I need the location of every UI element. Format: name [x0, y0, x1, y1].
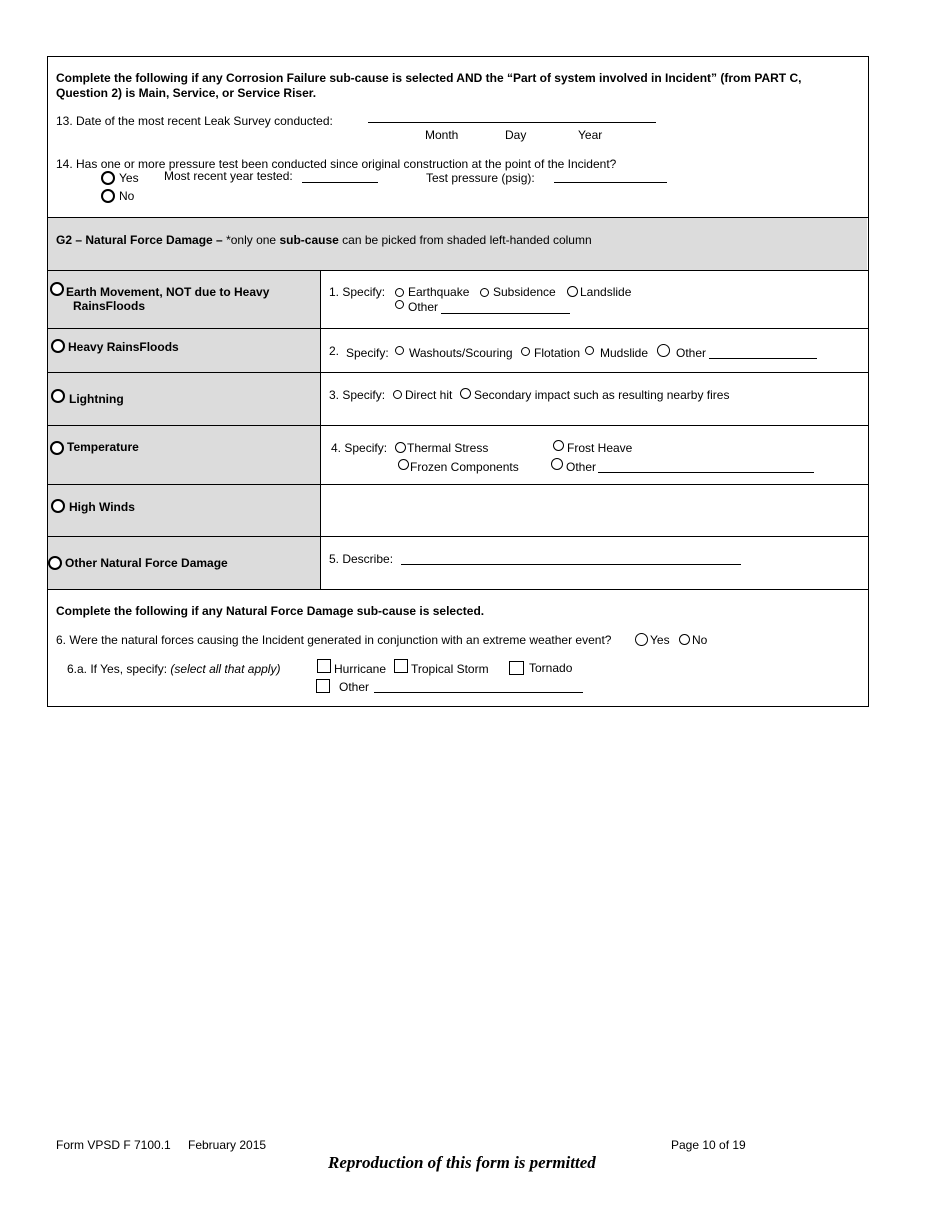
q6-yes-radio[interactable]: [635, 633, 648, 646]
heavy-rains-label: Heavy RainsFloods: [68, 340, 179, 354]
g2-heading: [56, 233, 592, 247]
form-date: February 2015: [188, 1138, 267, 1152]
left-column-shade: [48, 271, 320, 589]
mudslide-label: Mudslide: [600, 346, 649, 360]
weather-other-checkbox[interactable]: [316, 679, 330, 693]
earth-movement-label-2: RainsFloods: [73, 299, 146, 313]
landslide-label: Landslide: [580, 285, 632, 299]
divider: [47, 425, 868, 426]
tropical-storm-label: Tropical Storm: [411, 662, 489, 676]
q14-yes-radio[interactable]: [101, 171, 115, 185]
day-label: Day: [505, 128, 527, 142]
hurricane-label: Hurricane: [334, 662, 387, 676]
divider: [47, 270, 868, 271]
temperature-specify-label: 4. Specify:: [331, 441, 388, 455]
direct-hit-radio[interactable]: [393, 390, 402, 399]
month-label: Month: [425, 128, 459, 142]
tornado-label: Tornado: [529, 661, 573, 675]
earthquake-label: Earthquake: [408, 285, 470, 299]
g2-heading-title: G2 – Natural Force Damage –: [56, 233, 223, 247]
heavy-other-label: Other: [676, 346, 707, 360]
lightning-specify-label: 3. Specify:: [329, 388, 386, 402]
heavy-num: 2.: [329, 344, 340, 358]
earth-movement-label: Earth Movement, NOT due to Heavy: [66, 285, 270, 299]
q14-yes-label: Yes: [119, 171, 139, 185]
divider: [47, 589, 868, 590]
describe-label: 5. Describe:: [329, 552, 394, 566]
q6-no-radio[interactable]: [679, 634, 690, 645]
frost-heave-label: Frost Heave: [567, 441, 633, 455]
washouts-label: Washouts/Scouring: [409, 346, 513, 360]
high-winds-label: High Winds: [69, 500, 135, 514]
earth-specify-label: 1. Specify:: [329, 285, 386, 299]
secondary-impact-label: Secondary impact such as resulting nearby fires: [474, 388, 730, 402]
temperature-other-field[interactable]: [598, 472, 814, 473]
q14-label: 14. Has one or more pressure test been conducted since original construction at the point of the Incident?: [56, 157, 617, 171]
heavy-specify-label: Specify:: [346, 346, 389, 360]
corrosion-instruction: Complete the following if any Corrosion Failure sub-cause is selected AND the “Part of system involved in Incident” (from PART C,: [56, 71, 802, 85]
g2-heading-text: *only one: [222, 233, 280, 247]
natural-instruction: Complete the following if any Natural Force Damage sub-cause is selected.: [56, 604, 485, 618]
corrosion-instruction-line2: Question 2) is Main, Service, or Service Riser.: [56, 86, 317, 100]
describe-field[interactable]: [401, 564, 741, 565]
thermal-stress-label: Thermal Stress: [407, 441, 489, 455]
form-number: Form VPSD F 7100.1: [56, 1138, 171, 1152]
q13-label: 13. Date of the most recent Leak Survey conducted:: [56, 114, 333, 128]
earth-other-radio[interactable]: [395, 300, 404, 309]
q6-label: 6. Were the natural forces causing the Incident generated in conjunction with an extreme weather event?: [56, 633, 612, 647]
test-pressure-label: Test pressure (psig):: [426, 171, 535, 185]
divider: [47, 484, 868, 485]
frost-heave-radio[interactable]: [553, 440, 564, 451]
temperature-radio[interactable]: [50, 441, 64, 455]
g2-heading-subcause: sub-cause: [279, 233, 339, 247]
reproduction-notice: Reproduction of this form is permitted: [328, 1153, 596, 1172]
q6a-note: (select all that apply): [170, 662, 281, 676]
weather-other-label: Other: [339, 680, 370, 694]
column-divider: [320, 270, 321, 589]
divider: [47, 536, 868, 537]
frozen-components-label: Frozen Components: [410, 460, 519, 474]
recent-year-label: Most recent year tested:: [164, 169, 293, 183]
other-natural-label: Other Natural Force Damage: [65, 556, 228, 570]
divider: [47, 328, 868, 329]
direct-hit-label: Direct hit: [405, 388, 453, 402]
earthquake-radio[interactable]: [395, 288, 404, 297]
divider: [47, 217, 868, 218]
g2-heading-text-2: can be picked from shaded left-handed column: [338, 233, 592, 247]
high-winds-radio[interactable]: [51, 499, 65, 513]
flotation-label: Flotation: [534, 346, 581, 360]
other-natural-radio[interactable]: [48, 556, 62, 570]
q14-no-radio[interactable]: [101, 189, 115, 203]
landslide-radio[interactable]: [567, 286, 578, 297]
hurricane-checkbox[interactable]: [317, 659, 331, 673]
q6a-text: 6.a. If Yes, specify:: [67, 662, 168, 676]
subsidence-label: Subsidence: [493, 285, 556, 299]
recent-year-field[interactable]: [302, 182, 378, 183]
washouts-radio[interactable]: [395, 346, 404, 355]
earth-other-label: Other: [408, 300, 439, 314]
mudslide-radio[interactable]: [585, 346, 594, 355]
lightning-label: Lightning: [69, 392, 124, 406]
test-pressure-field[interactable]: [554, 182, 667, 183]
temperature-other-radio[interactable]: [551, 458, 563, 470]
divider: [47, 372, 868, 373]
q6-yes-label: Yes: [650, 633, 670, 647]
tropical-storm-checkbox[interactable]: [394, 659, 408, 673]
earth-movement-radio[interactable]: [50, 282, 64, 296]
heavy-other-radio[interactable]: [657, 344, 670, 357]
heavy-rains-radio[interactable]: [51, 339, 65, 353]
heavy-other-field[interactable]: [709, 358, 817, 359]
leak-survey-date-field[interactable]: [368, 122, 656, 123]
page-number: Page 10 of 19: [671, 1138, 746, 1152]
secondary-impact-radio[interactable]: [460, 388, 471, 399]
frozen-components-radio[interactable]: [398, 459, 409, 470]
thermal-stress-radio[interactable]: [395, 442, 406, 453]
temperature-label: Temperature: [67, 440, 139, 454]
q14-no-label: No: [119, 189, 135, 203]
tornado-checkbox[interactable]: [509, 661, 524, 675]
year-label: Year: [578, 128, 603, 142]
temperature-other-label: Other: [566, 460, 597, 474]
q6a-label: [67, 662, 280, 676]
earth-other-field[interactable]: [441, 313, 570, 314]
q6-no-label: No: [692, 633, 708, 647]
flotation-radio[interactable]: [521, 347, 530, 356]
weather-other-field[interactable]: [374, 692, 583, 693]
lightning-radio[interactable]: [51, 389, 65, 403]
subsidence-radio[interactable]: [480, 288, 489, 297]
